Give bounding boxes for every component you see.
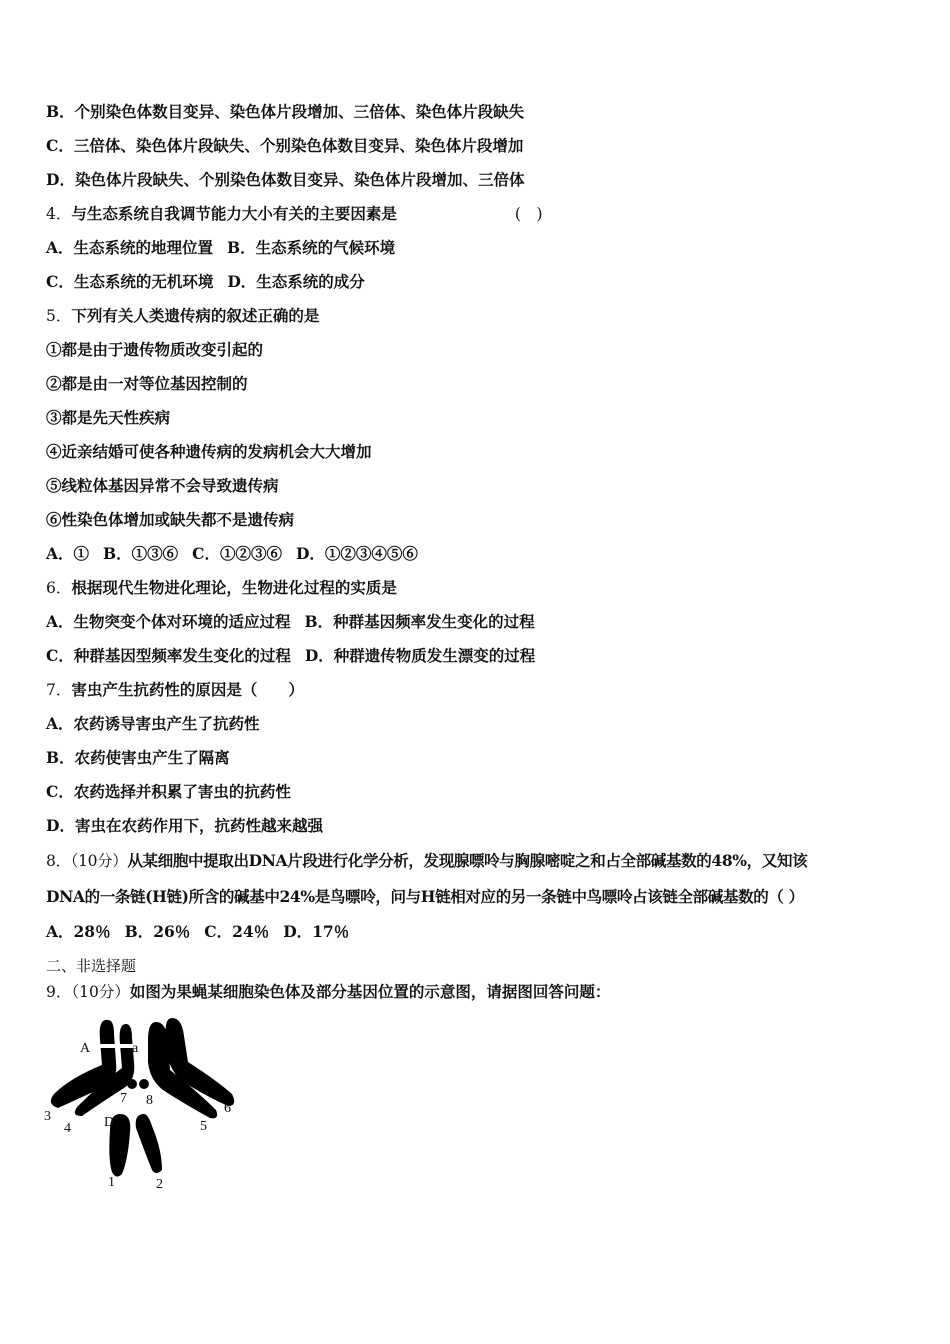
q4-options-row-1 [46, 238, 395, 258]
q7-stem-line [46, 680, 304, 700]
q8-number: 8． [46, 852, 71, 870]
q9-score: （10分） [71, 983, 130, 1001]
q5-number: 5． [46, 307, 72, 325]
q5-statement-2: ②都是由一对等位基因控制的 [46, 374, 248, 393]
q4-option-a: A．生态系统的地理位置 [46, 238, 214, 257]
q5-option-d: D．①②③④⑤⑥ [295, 544, 418, 563]
label-gene-A: A [80, 1041, 91, 1056]
q8-score: （10分） [70, 852, 128, 870]
q4-answer-bracket: ( ) [514, 205, 543, 223]
q5-option-c: C．①②③⑥ [192, 544, 282, 563]
q3-option-c: C．三倍体、染色体片段缺失、个别染色体数目变异、染色体片段增加 [46, 136, 524, 155]
chromosome-2 [136, 1114, 162, 1173]
label-chromosome-8: 8 [146, 1093, 153, 1108]
q4-options-row-2 [46, 272, 365, 292]
q5-statement-4: ④近亲结婚可使各种遗传病的发病机会大大增加 [46, 442, 372, 461]
q8-option-a: A．28％ [46, 922, 111, 941]
q6-option-c: C．种群基因型频率发生变化的过程 [46, 646, 291, 665]
q4-option-c: C．生态系统的无机环境 [46, 272, 214, 291]
q8-option-c: C．24％ [204, 922, 270, 941]
q4-stem: 与生态系统自我调节能力大小有关的主要因素是 [71, 204, 397, 223]
q5-statement-1: ①都是由于遗传物质改变引起的 [46, 340, 264, 359]
q5-option-a: A．① [46, 544, 90, 563]
q6-stem-line [46, 578, 397, 598]
q6-option-d: D．种群遗传物质发生漂变的过程 [304, 646, 536, 665]
q5-statement-3: ③都是先天性疾病 [46, 408, 171, 427]
q5-statement-5: ⑤线粒体基因异常不会导致遗传病 [46, 476, 279, 495]
chromosome-figure [40, 1010, 240, 1195]
q3-option-d: D．染色体片段缺失、个别染色体数目变异、染色体片段增加、三倍体 [46, 170, 525, 189]
q7-option-c: C．农药选择并积累了害虫的抗药性 [46, 782, 291, 801]
q9-stem: 如图为果蝇某细胞染色体及部分基因位置的示意图，请据图回答问题： [129, 982, 611, 1001]
q5-options-row [46, 544, 418, 564]
q6-number: 6． [46, 579, 72, 597]
label-gene-D: D [104, 1115, 115, 1130]
q6-option-b: B．种群基因频率发生变化的过程 [304, 612, 535, 631]
q3-option-b: B．个别染色体数目变异、染色体片段增加、三倍体、染色体片段缺失 [46, 102, 525, 121]
q9-stem-line [46, 982, 610, 1002]
q7-option-b: B．农药使害虫产生了隔离 [46, 748, 230, 767]
q8-option-d: D．17％ [283, 922, 350, 941]
q4-stem-line [46, 204, 543, 224]
chromosome-8 [139, 1079, 149, 1089]
q7-stem: 害虫产生抗药性的原因是（ ） [71, 680, 304, 699]
q5-option-b: B．①③⑥ [103, 544, 179, 563]
q4-number: 4． [46, 205, 72, 223]
q6-stem: 根据现代生物进化理论，生物进化过程的实质是 [71, 578, 397, 597]
q4-option-b: B．生态系统的气候环境 [227, 238, 396, 257]
q5-stem-line [46, 306, 319, 326]
q5-statement-6: ⑥性染色体增加或缺失都不是遗传病 [46, 510, 295, 529]
label-chromosome-4: 4 [64, 1121, 71, 1136]
q6-options-row-1 [46, 612, 535, 632]
label-chromosome-7: 7 [120, 1091, 127, 1106]
section-2-title: 二、非选择题 [46, 957, 137, 975]
q7-option-a: A．农药诱导害虫产生了抗药性 [46, 714, 260, 733]
label-chromosome-1: 1 [108, 1175, 115, 1190]
q4-option-d: D．生态系统的成分 [227, 272, 365, 291]
label-chromosome-3: 3 [44, 1109, 51, 1124]
label-chromosome-6: 6 [224, 1101, 231, 1116]
label-gene-a: a [132, 1041, 139, 1056]
chromosome-diagram [40, 1010, 240, 1195]
q8-stem-line-1 [46, 851, 807, 871]
q7-option-d: D．害虫在农药作用下，抗药性越来越强 [46, 816, 323, 835]
chromosome-7 [127, 1079, 137, 1089]
label-chromosome-2: 2 [156, 1177, 163, 1192]
q6-option-a: A．生物突变个体对环境的适应过程 [46, 612, 291, 631]
q8-stem-line-2: DNA的一条链(H链)所含的碱基中24%是鸟嘌呤，问与H链相对应的另一条链中鸟嘌呤占该链全部碱基数的（ ） [46, 887, 804, 906]
q9-number: 9． [46, 983, 72, 1001]
q8-stem-1: 从某细胞中提取出DNA片段进行化学分析，发现腺嘌呤与胸腺嘧啶之和占全部碱基数的48%，又知该 [127, 851, 808, 870]
q8-option-b: B．26％ [124, 922, 191, 941]
q7-number: 7． [46, 681, 72, 699]
label-chromosome-5: 5 [200, 1119, 207, 1134]
q5-stem: 下列有关人类遗传病的叙述正确的是 [71, 306, 320, 325]
q6-options-row-2 [46, 646, 535, 666]
q8-options-row [46, 922, 349, 942]
